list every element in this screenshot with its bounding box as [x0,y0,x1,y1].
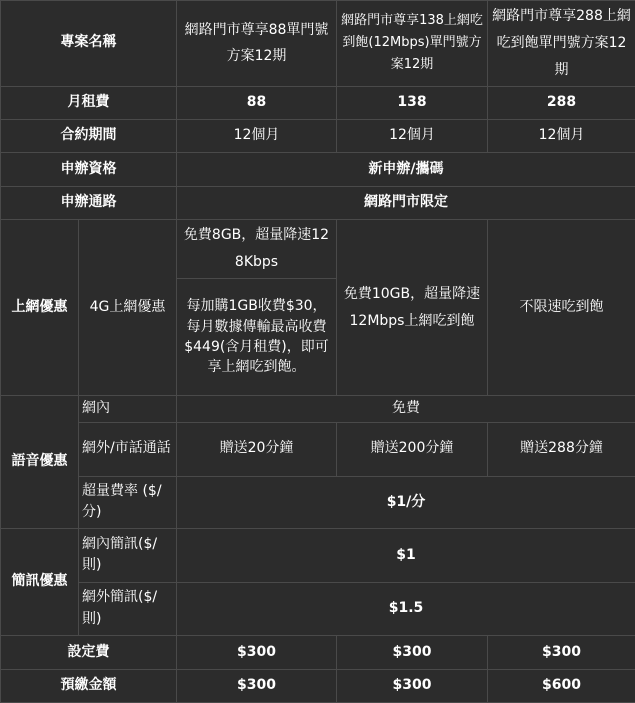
monthly-fee-plan-1: 88 [177,86,337,119]
internet-row-top [1,220,635,279]
sms-on-net-row [1,529,635,583]
contract-plan-2: 12個月 [337,120,488,153]
voice-offer-label: 語音優惠 [1,396,79,529]
setup-fee-plan-2: $300 [337,636,488,669]
voice-overage-label: 超量費率 ($/分) [79,476,177,529]
voice-on-net-row [1,396,635,423]
plan-3-name: 網路門市尊享288上網吃到飽單門號方案12期 [488,1,635,87]
internet-plan-1-bottom: 每加購1GB收費$30，每月數據傳輸最高收費$449(含月租費)，即可享上網吃到飽。 [177,278,337,395]
internet-offer-label: 上網優惠 [1,220,79,396]
voice-off-net-plan-2: 贈送200分鐘 [337,423,488,477]
internet-4g-label: 4G上網優惠 [79,220,177,396]
prepay-row [1,669,635,702]
monthly-fee-row [1,86,635,119]
voice-off-net-plan-1: 贈送20分鐘 [177,423,337,477]
plan-name-label: 專案名稱 [1,1,177,87]
setup-fee-plan-1: $300 [177,636,337,669]
setup-fee-plan-3: $300 [488,636,635,669]
eligibility-row [1,153,635,186]
voice-off-net-label: 網外/市話通話 [79,423,177,477]
plan-1-name: 網路門市尊享88單門號方案12期 [177,1,337,87]
prepay-plan-1: $300 [177,669,337,702]
voice-overage-value: $1/分 [177,476,635,529]
voice-off-net-plan-3: 贈送288分鐘 [488,423,635,477]
voice-on-net-label: 網內 [79,396,177,423]
channel-label: 申辦通路 [1,186,177,219]
sms-on-net-label: 網內簡訊($/則) [79,529,177,583]
sms-offer-label: 簡訊優惠 [1,529,79,636]
prepay-plan-2: $300 [337,669,488,702]
monthly-fee-plan-2: 138 [337,86,488,119]
header-row [1,1,635,87]
channel-row [1,186,635,219]
prepay-plan-3: $600 [488,669,635,702]
voice-on-net-value: 免費 [177,396,635,423]
contract-plan-3: 12個月 [488,120,635,153]
plan-2-name: 網路門市尊享138上網吃到飽(12Mbps)單門號方案12期 [337,1,488,87]
sms-off-net-value: $1.5 [177,582,635,636]
eligibility-value: 新申辦/攜碼 [177,153,635,186]
contract-row [1,120,635,153]
setup-fee-label: 設定費 [1,636,177,669]
prepay-label: 預繳金額 [1,669,177,702]
contract-label: 合約期間 [1,120,177,153]
setup-fee-row [1,636,635,669]
internet-plan-2: 免費10GB，超量降速12Mbps上網吃到飽 [337,220,488,396]
monthly-fee-label: 月租費 [1,86,177,119]
voice-off-net-row [1,423,635,477]
monthly-fee-plan-3: 288 [488,86,635,119]
channel-value: 網路門市限定 [177,186,635,219]
contract-plan-1: 12個月 [177,120,337,153]
voice-overage-row [1,476,635,529]
internet-plan-1-top: 免費8GB，超量降速128Kbps [177,220,337,279]
sms-on-net-value: $1 [177,529,635,583]
sms-off-net-row [1,582,635,636]
eligibility-label: 申辦資格 [1,153,177,186]
internet-plan-3: 不限速吃到飽 [488,220,635,396]
sms-off-net-label: 網外簡訊($/則) [79,582,177,636]
